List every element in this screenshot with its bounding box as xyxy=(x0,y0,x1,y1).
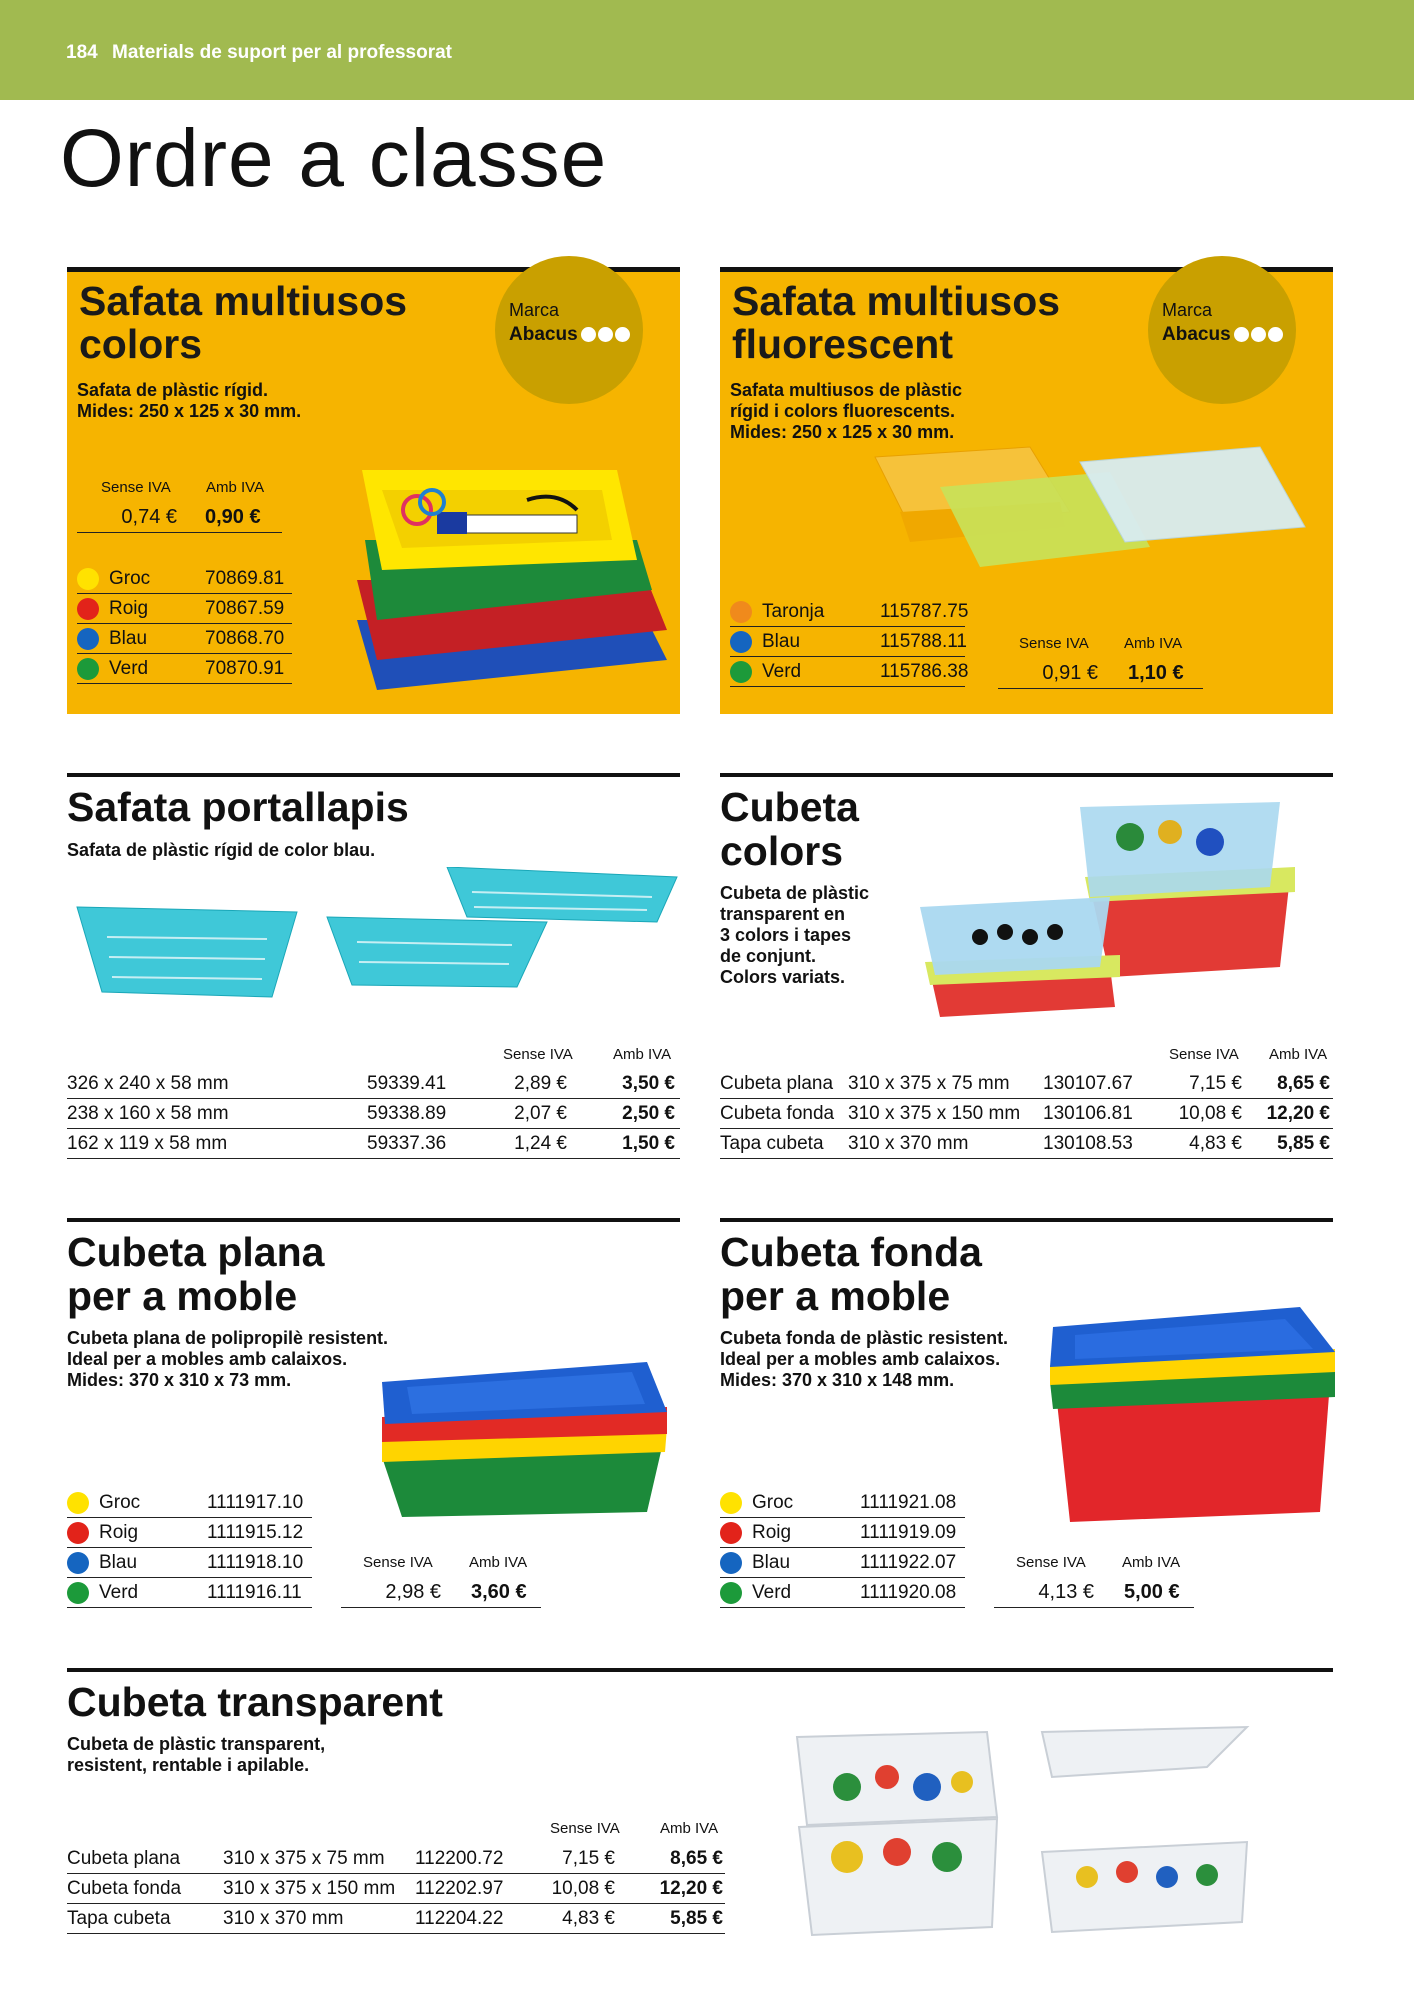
product-code: 1111922.07 xyxy=(860,1552,957,1573)
cell-name: Tapa cubeta xyxy=(720,1133,824,1154)
color-name: Blau xyxy=(109,628,148,649)
color-option-row xyxy=(730,657,969,687)
product-description: Cubeta fonda de plàstic resistent. Ideal per a mobles amb calaixos. Mides: 370 x 310 x 148 mm. xyxy=(720,1328,1009,1390)
cell-size: 310 x 375 x 75 mm xyxy=(848,1073,1010,1094)
cell-sense: 4,83 € xyxy=(562,1908,615,1929)
cell-name: Cubeta plana xyxy=(67,1848,181,1869)
product-code: 70867.59 xyxy=(205,598,285,619)
cell-amb: 8,65 € xyxy=(670,1848,723,1869)
product-image-cubeta-colors xyxy=(910,797,1310,1037)
table-row xyxy=(720,1069,1333,1099)
color-option-row xyxy=(720,1578,965,1608)
header-sense-iva: Sense IVA xyxy=(550,1820,620,1837)
table-row xyxy=(67,1904,725,1934)
cell-size: 162 x 119 x 58 mm xyxy=(67,1133,228,1154)
color-name: Groc xyxy=(752,1492,794,1513)
color-swatch xyxy=(720,1582,742,1604)
color-name: Blau xyxy=(752,1552,791,1573)
color-swatch xyxy=(730,601,752,623)
color-swatch xyxy=(77,568,99,590)
product-title: Safata multiusos fluorescent xyxy=(732,278,1061,367)
cell-code: 130108.53 xyxy=(1043,1133,1133,1154)
color-option-row xyxy=(720,1548,965,1578)
product-safata-multiusos-fluorescent xyxy=(720,267,1333,714)
color-option-row xyxy=(67,1488,312,1518)
cell-amb: 12,20 € xyxy=(1266,1103,1330,1124)
product-code: 1111917.10 xyxy=(207,1492,304,1513)
cell-amb: 3,50 € xyxy=(622,1073,675,1094)
product-image-flat-trays xyxy=(377,1342,677,1517)
section-title: Materials de suport per al professorat xyxy=(112,42,452,63)
color-name: Taronja xyxy=(762,601,825,622)
color-name: Roig xyxy=(752,1522,792,1543)
cell-name: Tapa cubeta xyxy=(67,1908,171,1929)
price-row: 2,98 € 3,60 € xyxy=(341,1576,541,1608)
product-image-transparent-cubetas xyxy=(787,1707,1327,1967)
header-sense-iva: Sense IVA xyxy=(1019,635,1089,652)
cell-code: 59337.36 xyxy=(367,1133,447,1154)
cell-size: 310 x 375 x 150 mm xyxy=(223,1878,396,1899)
cell-sense: 7,15 € xyxy=(562,1848,615,1869)
color-swatch xyxy=(720,1552,742,1574)
color-option-row xyxy=(77,564,292,594)
table-row xyxy=(67,1129,680,1159)
cell-code: 130107.67 xyxy=(1043,1073,1133,1094)
product-description: Cubeta de plàstic transparent, resistent, rentable i apilable. xyxy=(67,1734,326,1775)
cell-sense: 2,89 € xyxy=(514,1073,567,1094)
color-option-row xyxy=(77,654,292,684)
table-row xyxy=(67,1069,680,1099)
cell-amb: 12,20 € xyxy=(659,1878,723,1899)
cell-sense: 10,08 € xyxy=(1178,1103,1242,1124)
cell-code: 112202.97 xyxy=(415,1878,504,1899)
product-description: Safata de plàstic rígid de color blau. xyxy=(67,840,376,860)
cell-amb: 2,50 € xyxy=(622,1103,675,1124)
color-name: Verd xyxy=(752,1582,792,1603)
color-name: Groc xyxy=(99,1492,141,1513)
color-swatch xyxy=(720,1492,742,1514)
cell-amb: 8,65 € xyxy=(1277,1073,1330,1094)
color-option-row xyxy=(720,1518,965,1548)
color-name: Verd xyxy=(99,1582,139,1603)
product-title: Cubeta fonda per a moble xyxy=(720,1229,982,1319)
color-swatch xyxy=(730,661,752,683)
price-row: 4,13 € 5,00 € xyxy=(994,1576,1194,1608)
product-image-deep-trays xyxy=(1045,1287,1335,1527)
product-code: 115788.11 xyxy=(880,631,967,652)
product-image-fluorescent-trays xyxy=(870,417,1330,587)
header-sense-iva: Sense IVA xyxy=(363,1554,433,1571)
cell-size: 310 x 370 mm xyxy=(848,1133,969,1154)
cell-sense: 10,08 € xyxy=(551,1878,615,1899)
cell-amb: 5,85 € xyxy=(670,1908,723,1929)
cell-code: 112204.22 xyxy=(415,1908,504,1929)
cell-size: 326 x 240 x 58 mm xyxy=(67,1073,229,1094)
price-row: 0,91 € 1,10 € xyxy=(998,657,1203,689)
table-row xyxy=(67,1099,680,1129)
color-swatch xyxy=(67,1582,89,1604)
color-name: Blau xyxy=(99,1552,138,1573)
color-swatch xyxy=(77,598,99,620)
header-sense-iva: Sense IVA xyxy=(1016,1554,1086,1571)
cell-sense: 7,15 € xyxy=(1189,1073,1242,1094)
color-option-row xyxy=(77,594,292,624)
header-amb-iva: Amb IVA xyxy=(1124,635,1183,652)
product-title: Safata multiusos colors xyxy=(79,278,408,367)
cell-code: 59338.89 xyxy=(367,1103,447,1124)
page-number: 184 xyxy=(66,42,98,63)
product-code: 1111921.08 xyxy=(860,1492,957,1513)
cell-size: 238 x 160 x 58 mm xyxy=(67,1103,229,1124)
header-amb-iva: Amb IVA xyxy=(1122,1554,1181,1571)
header-sense-iva: Sense IVA xyxy=(503,1046,573,1063)
table-row xyxy=(67,1844,725,1874)
color-option-row xyxy=(67,1548,312,1578)
product-code: 1111916.11 xyxy=(207,1582,302,1603)
color-name: Roig xyxy=(109,598,149,619)
cell-name: Cubeta fonda xyxy=(67,1878,182,1899)
cell-name: Cubeta plana xyxy=(720,1073,834,1094)
product-cubeta-fonda-moble xyxy=(720,1218,1333,1618)
color-swatch xyxy=(67,1522,89,1544)
product-cubeta-plana-moble xyxy=(67,1218,680,1618)
page-header xyxy=(0,0,1414,100)
cell-sense: 2,07 € xyxy=(514,1103,567,1124)
product-code: 1111918.10 xyxy=(207,1552,304,1573)
table-row xyxy=(67,1874,725,1904)
color-option-row xyxy=(730,597,969,627)
product-code: 1111920.08 xyxy=(860,1582,957,1603)
color-name: Verd xyxy=(109,658,149,679)
cell-sense: 1,24 € xyxy=(514,1133,567,1154)
product-title: Cubeta transparent xyxy=(67,1679,443,1725)
page-title: Ordre a classe xyxy=(60,113,608,204)
brand-seal: Marca Abacus xyxy=(495,256,643,404)
color-swatch xyxy=(67,1552,89,1574)
product-code: 115786.38 xyxy=(880,661,969,682)
header-amb-iva: Amb IVA xyxy=(469,1554,528,1571)
color-name: Verd xyxy=(762,661,802,682)
product-image-color-trays xyxy=(347,430,677,700)
color-swatch xyxy=(720,1522,742,1544)
header-amb-iva: Amb IVA xyxy=(660,1820,719,1837)
product-description: Cubeta plana de polipropilè resistent. Ideal per a mobles amb calaixos. Mides: 370 x 310 x 73 mm. xyxy=(67,1328,389,1390)
cell-amb: 5,85 € xyxy=(1277,1133,1330,1154)
color-name: Blau xyxy=(762,631,801,652)
product-safata-portallapis xyxy=(67,773,680,1159)
header-amb-iva: Amb IVA xyxy=(206,479,265,496)
color-name: Roig xyxy=(99,1522,139,1543)
color-name: Groc xyxy=(109,568,151,589)
product-title: Cubeta colors xyxy=(720,784,859,874)
product-code: 1111919.09 xyxy=(860,1522,957,1543)
cell-code: 112200.72 xyxy=(415,1848,504,1869)
cell-sense: 4,83 € xyxy=(1189,1133,1242,1154)
header-sense-iva: Sense IVA xyxy=(101,479,171,496)
header-amb-iva: Amb IVA xyxy=(1269,1046,1328,1063)
cell-size: 310 x 370 mm xyxy=(223,1908,344,1929)
brand-seal: Marca Abacus xyxy=(1148,256,1296,404)
color-swatch xyxy=(730,631,752,653)
price-row: 0,74 € 0,90 € xyxy=(77,501,282,533)
product-code: 115787.75 xyxy=(880,601,969,622)
product-title: Cubeta plana per a moble xyxy=(67,1229,325,1319)
product-description: Safata multiusos de plàstic rígid i colors fluorescents. Mides: 250 x 125 x 30 mm. xyxy=(730,380,963,442)
product-image-blue-baskets xyxy=(67,867,680,1027)
color-option-row xyxy=(67,1578,312,1608)
cell-code: 130106.81 xyxy=(1043,1103,1133,1124)
product-description: Cubeta de plàstic transparent en 3 colors i tapes de conjunt. Colors variats. xyxy=(720,883,870,987)
cell-code: 59339.41 xyxy=(367,1073,447,1094)
product-description: Safata de plàstic rígid. Mides: 250 x 125 x 30 mm. xyxy=(77,380,302,421)
color-option-row xyxy=(77,624,292,654)
table-row xyxy=(720,1099,1333,1129)
product-code: 70870.91 xyxy=(205,658,285,679)
cell-amb: 1,50 € xyxy=(622,1133,675,1154)
table-row xyxy=(720,1129,1333,1159)
product-code: 70868.70 xyxy=(205,628,285,649)
product-code: 70869.81 xyxy=(205,568,285,589)
cell-name: Cubeta fonda xyxy=(720,1103,835,1124)
product-cubeta-colors xyxy=(720,773,1333,1159)
color-swatch xyxy=(67,1492,89,1514)
color-swatch xyxy=(77,658,99,680)
cell-size: 310 x 375 x 150 mm xyxy=(848,1103,1021,1124)
color-option-row xyxy=(67,1518,312,1548)
color-swatch xyxy=(77,628,99,650)
color-option-row xyxy=(730,627,965,657)
header-amb-iva: Amb IVA xyxy=(613,1046,672,1063)
header-sense-iva: Sense IVA xyxy=(1169,1046,1239,1063)
cell-size: 310 x 375 x 75 mm xyxy=(223,1848,385,1869)
product-cubeta-transparent xyxy=(67,1668,1333,1968)
color-option-row xyxy=(720,1488,965,1518)
product-title: Safata portallapis xyxy=(67,784,409,830)
product-code: 1111915.12 xyxy=(207,1522,304,1543)
product-safata-multiusos-colors xyxy=(67,267,680,714)
